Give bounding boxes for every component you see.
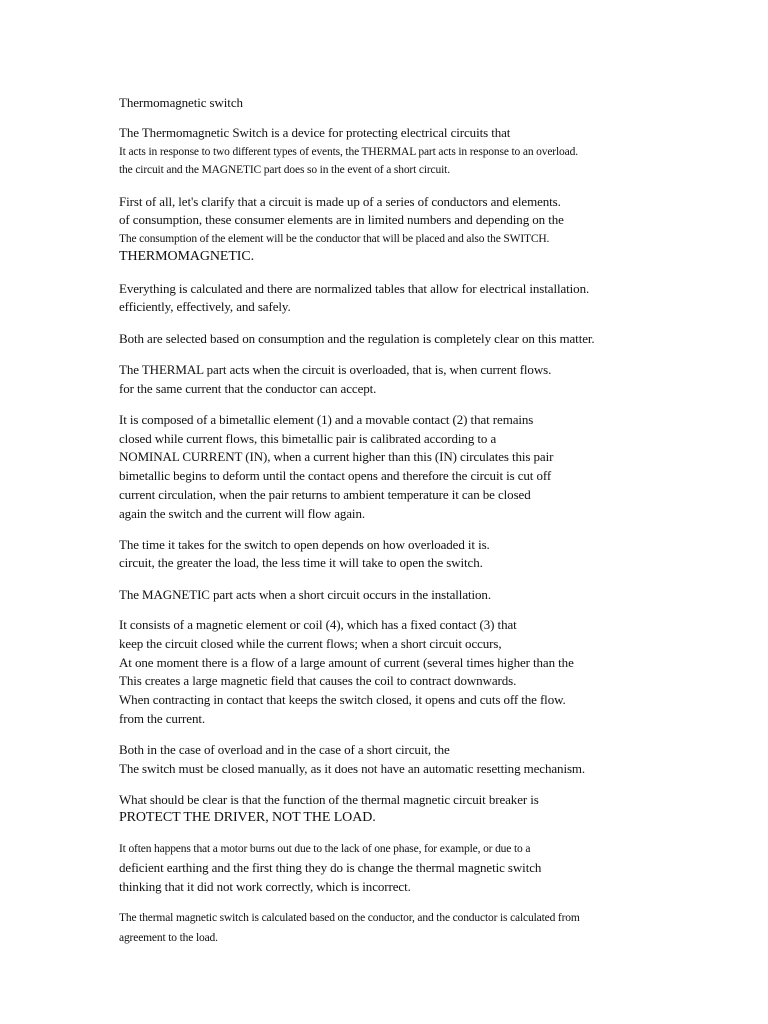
- paragraph-line: from the current.: [119, 711, 206, 726]
- paragraph-line: circuit, the greater the load, the less time it will take to open the switch.: [119, 555, 483, 570]
- paragraph-line: It acts in response to two different types of events, the THERMAL part acts in response to an overload.: [119, 146, 578, 158]
- paragraph-line: closed while current flows, this bimetallic pair is calibrated according to a: [119, 431, 497, 446]
- paragraph-line: agreement to the load.: [119, 932, 218, 944]
- paragraph-line: Everything is calculated and there are normalized tables that allow for electrical installation.: [119, 281, 590, 296]
- paragraph-line: for the same current that the conductor can accept.: [119, 381, 377, 396]
- paragraph-line: At one moment there is a flow of a large amount of current (several times higher than the: [119, 655, 574, 670]
- paragraph-line: again the switch and the current will flow again.: [119, 506, 365, 521]
- paragraph-line: It consists of a magnetic element or coil (4), which has a fixed contact (3) that: [119, 617, 517, 632]
- paragraph-line: keep the circuit closed while the current flows; when a short circuit occurs,: [119, 636, 502, 651]
- paragraph-line: NOMINAL CURRENT (IN), when a current higher than this (IN) circulates this pair: [119, 449, 554, 464]
- paragraph-line: This creates a large magnetic field that causes the coil to contract downwards.: [119, 673, 517, 688]
- paragraph-line: PROTECT THE DRIVER, NOT THE LOAD.: [119, 810, 376, 825]
- paragraph-line: It is composed of a bimetallic element (1) and a movable contact (2) that remains: [119, 412, 534, 427]
- paragraph-line: First of all, let's clarify that a circuit is made up of a series of conductors and elements.: [119, 194, 561, 209]
- paragraph-line: The consumption of the element will be the conductor that will be placed and also the SWITCH.: [119, 233, 550, 245]
- paragraph-line: Both in the case of overload and in the case of a short circuit, the: [119, 742, 450, 757]
- paragraph-line: deficient earthing and the first thing they do is change the thermal magnetic switch: [119, 860, 542, 875]
- paragraph-line: The THERMAL part acts when the circuit is overloaded, that is, when current flows.: [119, 362, 552, 377]
- paragraph-line: thinking that it did not work correctly, which is incorrect.: [119, 879, 411, 894]
- paragraph-line: The Thermomagnetic Switch is a device for protecting electrical circuits that: [119, 125, 511, 140]
- paragraph-line: The time it takes for the switch to open depends on how overloaded it is.: [119, 537, 490, 552]
- paragraph-line: bimetallic begins to deform until the contact opens and therefore the circuit is cut off: [119, 468, 552, 483]
- paragraph-line: Both are selected based on consumption and the regulation is completely clear on this matter.: [119, 331, 595, 346]
- paragraph-line: The switch must be closed manually, as it does not have an automatic resetting mechanism.: [119, 761, 586, 776]
- paragraph-line: efficiently, effectively, and safely.: [119, 299, 291, 314]
- document-title: Thermomagnetic switch: [119, 95, 243, 110]
- paragraph-line: It often happens that a motor burns out due to the lack of one phase, for example, or due to a: [119, 843, 531, 855]
- paragraph-line: current circulation, when the pair returns to ambient temperature it can be closed: [119, 487, 531, 502]
- paragraph-line: The thermal magnetic switch is calculated based on the conductor, and the conductor is calculated from: [119, 912, 580, 924]
- paragraph-line: the circuit and the MAGNETIC part does so in the event of a short circuit.: [119, 164, 450, 176]
- paragraph-line: of consumption, these consumer elements are in limited numbers and depending on the: [119, 212, 564, 227]
- paragraph-line: The MAGNETIC part acts when a short circuit occurs in the installation.: [119, 587, 491, 602]
- paragraph-line: When contracting in contact that keeps the switch closed, it opens and cuts off the flow.: [119, 692, 566, 707]
- paragraph-line: THERMOMAGNETIC.: [119, 249, 254, 264]
- paragraph-line: What should be clear is that the function of the thermal magnetic circuit breaker is: [119, 792, 539, 807]
